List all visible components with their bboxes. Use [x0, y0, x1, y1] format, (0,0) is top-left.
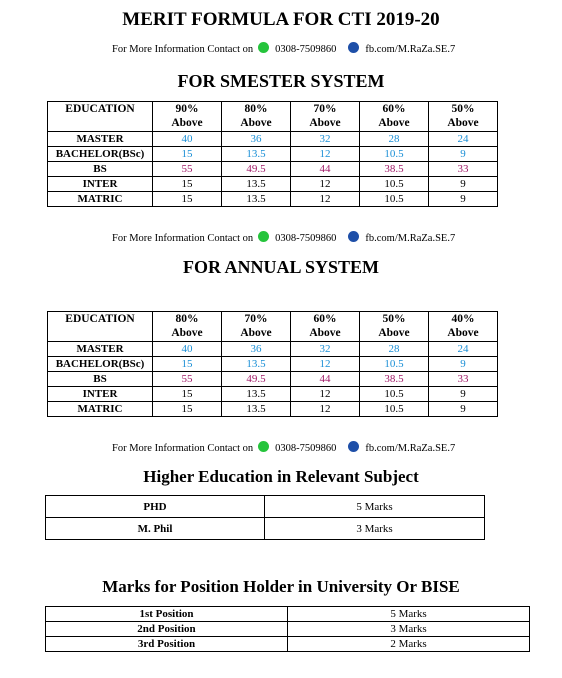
header-cell: 80% Above — [222, 102, 291, 132]
page-title: MERIT FORMULA FOR CTI 2019-20 — [122, 9, 440, 30]
table-cell: 9 — [429, 387, 498, 402]
table-cell: 28 — [360, 342, 429, 357]
facebook-icon — [348, 231, 359, 242]
table-cell: 38.5 — [360, 372, 429, 387]
row-label: 3rd Position — [46, 637, 288, 652]
table-cell: 5 Marks — [265, 496, 485, 518]
table-cell: 10.5 — [360, 147, 429, 162]
table-row — [48, 162, 498, 177]
table-cell: 3 Marks — [265, 518, 485, 540]
contact-phone: 0308-7509860 — [275, 233, 337, 244]
table-row — [48, 387, 498, 402]
table-cell: 13.5 — [222, 387, 291, 402]
contact-fb: fb.com/M.RaZa.SE.7 — [365, 443, 456, 454]
table-row — [46, 637, 530, 652]
table-cell: 12 — [291, 387, 360, 402]
table-cell: 33 — [429, 372, 498, 387]
contact-line — [112, 44, 455, 55]
contact-prefix: For More Information Contact on — [112, 44, 254, 55]
table-cell: 55 — [153, 162, 222, 177]
contact-prefix: For More Information Contact on — [112, 233, 254, 244]
whatsapp-icon — [258, 42, 269, 53]
table-cell: 15 — [153, 402, 222, 417]
header-cell: 40% Above — [429, 312, 498, 342]
table-row — [46, 496, 485, 518]
table-cell: 44 — [291, 372, 360, 387]
table-row — [46, 622, 530, 637]
table-row — [48, 342, 498, 357]
row-label: BACHELOR(BSc) — [48, 357, 153, 372]
table-cell: 36 — [222, 132, 291, 147]
row-label: INTER — [48, 177, 153, 192]
row-label: MASTER — [48, 342, 153, 357]
facebook-icon — [348, 42, 359, 53]
header-cell: EDUCATION — [48, 312, 153, 342]
table-cell: 10.5 — [360, 192, 429, 207]
table-cell: 15 — [153, 357, 222, 372]
table-cell: 15 — [153, 192, 222, 207]
header-cell: 60% Above — [291, 312, 360, 342]
annual-table — [47, 311, 498, 417]
table-cell: 13.5 — [222, 402, 291, 417]
table-row — [48, 177, 498, 192]
table-cell: 12 — [291, 147, 360, 162]
contact-line — [112, 443, 455, 454]
row-label: 2nd Position — [46, 622, 288, 637]
header-cell: 70% Above — [291, 102, 360, 132]
header-cell: 80% Above — [153, 312, 222, 342]
row-label: PHD — [46, 496, 265, 518]
contact-line — [112, 233, 455, 244]
table-cell: 12 — [291, 192, 360, 207]
table-cell: 10.5 — [360, 357, 429, 372]
semester-table — [47, 101, 498, 207]
table-cell: 55 — [153, 372, 222, 387]
table-cell: 13.5 — [222, 192, 291, 207]
table-cell: 40 — [153, 342, 222, 357]
table-cell: 9 — [429, 177, 498, 192]
table-cell: 28 — [360, 132, 429, 147]
header-cell: 90% Above — [153, 102, 222, 132]
table-cell: 24 — [429, 342, 498, 357]
header-cell: 50% Above — [360, 312, 429, 342]
table-cell: 15 — [153, 387, 222, 402]
header-cell: 50% Above — [429, 102, 498, 132]
higher-education-heading: Higher Education in Relevant Subject — [143, 467, 419, 486]
table-row — [48, 357, 498, 372]
table-cell: 33 — [429, 162, 498, 177]
table-cell: 32 — [291, 342, 360, 357]
table-row — [48, 402, 498, 417]
table-cell: 44 — [291, 162, 360, 177]
table-cell: 12 — [291, 177, 360, 192]
contact-fb: fb.com/M.RaZa.SE.7 — [365, 44, 456, 55]
table-cell: 12 — [291, 357, 360, 372]
table-row — [46, 518, 485, 540]
table-cell: 15 — [153, 177, 222, 192]
table-cell: 24 — [429, 132, 498, 147]
whatsapp-icon — [258, 231, 269, 242]
contact-fb: fb.com/M.RaZa.SE.7 — [365, 233, 456, 244]
row-label: BACHELOR(BSc) — [48, 147, 153, 162]
table-cell: 3 Marks — [288, 622, 530, 637]
table-cell: 9 — [429, 147, 498, 162]
row-label: MATRIC — [48, 192, 153, 207]
table-row — [46, 607, 530, 622]
table-row — [48, 147, 498, 162]
contact-phone: 0308-7509860 — [275, 44, 337, 55]
contact-prefix: For More Information Contact on — [112, 443, 254, 454]
table-cell: 15 — [153, 147, 222, 162]
table-cell: 9 — [429, 402, 498, 417]
header-cell: EDUCATION — [48, 102, 153, 132]
position-holder-heading: Marks for Position Holder in University Or BISE — [102, 577, 460, 596]
table-cell: 5 Marks — [288, 607, 530, 622]
table-row — [48, 192, 498, 207]
row-label: BS — [48, 372, 153, 387]
table-cell: 12 — [291, 402, 360, 417]
table-cell: 36 — [222, 342, 291, 357]
contact-phone: 0308-7509860 — [275, 443, 337, 454]
table-cell: 38.5 — [360, 162, 429, 177]
row-label: MATRIC — [48, 402, 153, 417]
facebook-icon — [348, 441, 359, 452]
table-cell: 9 — [429, 192, 498, 207]
table-cell: 10.5 — [360, 177, 429, 192]
position-holder-table — [45, 606, 530, 652]
header-cell: 60% Above — [360, 102, 429, 132]
table-cell: 9 — [429, 357, 498, 372]
semester-heading: FOR SMESTER SYSTEM — [177, 71, 385, 91]
table-header-row — [48, 312, 498, 342]
table-cell: 13.5 — [222, 177, 291, 192]
row-label: INTER — [48, 387, 153, 402]
table-cell: 32 — [291, 132, 360, 147]
table-row — [48, 132, 498, 147]
table-row — [48, 372, 498, 387]
annual-heading: FOR ANNUAL SYSTEM — [182, 257, 380, 277]
table-cell: 13.5 — [222, 147, 291, 162]
table-cell: 13.5 — [222, 357, 291, 372]
table-header-row — [48, 102, 498, 132]
table-cell: 10.5 — [360, 387, 429, 402]
table-cell: 2 Marks — [288, 637, 530, 652]
higher-education-table — [45, 495, 485, 540]
whatsapp-icon — [258, 441, 269, 452]
table-cell: 49.5 — [222, 162, 291, 177]
table-cell: 49.5 — [222, 372, 291, 387]
row-label: 1st Position — [46, 607, 288, 622]
row-label: M. Phil — [46, 518, 265, 540]
table-cell: 10.5 — [360, 402, 429, 417]
table-cell: 40 — [153, 132, 222, 147]
header-cell: 70% Above — [222, 312, 291, 342]
row-label: MASTER — [48, 132, 153, 147]
row-label: BS — [48, 162, 153, 177]
